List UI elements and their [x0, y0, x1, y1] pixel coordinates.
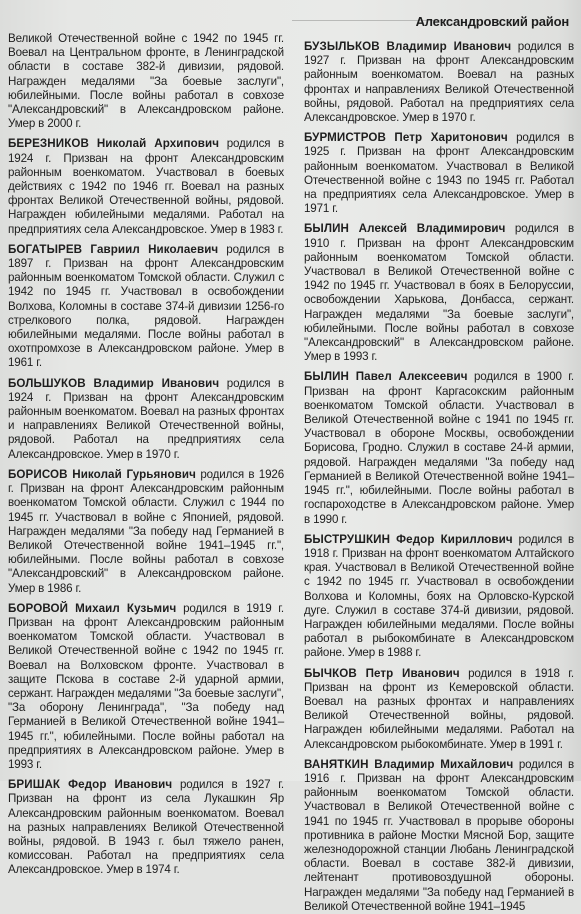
entry-burmistrov [304, 131, 574, 216]
entry-bolshukov [8, 377, 284, 462]
entry-text: родился в 1919 г. Призван на фронт Александровским районным военкоматом Томской области. Участвовал в Великой Отечественной войне с 1942 по 1945 гг. Воевал на Волховском фронте. Участвовал в защите Пскова в составе 2-й ударной армии, сержант. Награжден медалями "За боевые заслуги", "За оборону Ленинграда", "За победу над Германией в Великой Отечественной войне 1941–1945 гг.", юбилейными. После войны работал на предприятиях в Александровском районе. Умер в 1993 г. [8, 601, 284, 771]
running-head: Александровский район [415, 14, 569, 29]
entry-name: БЫЛИН Павел Алексеевич [304, 370, 468, 384]
entry-text: родился в 1900 г. Призван на фронт Каргасокским районным военкоматом Томской области. Участвовал в Великой Отечественной войне с 1941 по 1945 гг. Участвовал в обороне Москвы, освобождении Борисова, Гродно. Служил в составе 24-й армии, рядовой. Награжден медалями "За победу над Германией в Великой Отечественной войне 1941–1945 гг.", юбилейными. После войны работал в госпароходстве в Александровском районе. Умер в 1990 г. [304, 370, 574, 526]
entry-bereznikov [8, 137, 284, 236]
entry-name: БОГАТЫРЕВ Гавриил Николаевич [8, 242, 219, 256]
entry-name: БУЗЫЛЬКОВ Владимир Иванович [304, 40, 512, 53]
entry-text: родился в 1897 г. Призван на фронт Александровским районным военкоматом Томской области. Служил с 1942 по 1945 гг. Участвовал в освобождении Волхова, Коломны в составе 374-й дивизии 1256-го стрелкового полка, рядовой. Награжден юбилейными медалями. После войны работал в охотпромхозе в Александровском районе. Умер в 1961 г. [8, 242, 284, 370]
entry-bylin-pavel [304, 370, 574, 526]
entry-text: родился в 1926 г. Призван на фронт Александровским районным военкоматом Томской области. Служил с 1944 по 1945 гг. Участвовал в войне с Японией, рядовой. Награжден медалями "За победу над Германией в Великой Отечественной войне 1941–1945 гг.", юбилейными. После войны работал в совхозе "Александровский" в Александровском районе. Умер в 1986 г. [8, 467, 285, 595]
entry-name: БОЛЬШУКОВ Владимир Иванович [8, 376, 220, 390]
entry-text: родился в 1924 г. Призван на фронт Александровским районным военкоматом. Воевал на разных фронтах и направлениях Великой Отечественной войны, рядовой. Работал на предприятиях села Александровское. Умер в 1970 г. [8, 376, 284, 461]
entry-bystrushkin [304, 533, 574, 661]
entry-borisov [8, 468, 284, 596]
entry-text: родился в 1924 г. Призван на фронт Александровским районным военкоматом. Участвовал в боевых действиях с 1942 по 1946 гг. Воевал на разных фронтах Великой Отечественной войны, рядовой. Награжден юбилейными медалями. Работал на предприятиях села Александровское. Умер в 1983 г. [8, 137, 284, 236]
entry-vanyatkin [304, 758, 574, 914]
entry-brishak [8, 778, 284, 877]
entry-name: БЫСТРУШКИН Федор Кириллович [304, 532, 513, 546]
entry-text: родился в 1916 г. Призван на фронт Александровским районным военкоматом Томской области. Участвовал в Великой Отечественной войне с 1941 по 1945 гг. Участвовал в прорыве обороны противника в районе Мостки Мясной Бор, защите железнодорожной станции Любань Ленинградской области. Воевал в составе 382-й дивизии, лейтенант противовоздушной обороны. Награжден медалями "За победу над Германией в Великой Отечественной войне 1941–1945 [304, 757, 574, 913]
entry-text: родился в 1918 г. Призван на фронт из Кемеровской области. Воевал на разных фронтах и направлениях Великой Отечественной войны, рядовой. Награжден юбилейными медалями. Работал на Александровском рыбокомбинате. Умер в 1991 г. [304, 666, 574, 751]
entry-text: родился в 1927 г. Призван на фронт Александровским районным военкоматом. Воевал на разных фронтах и направлениях Великой Отечественной войны, рядовой. Работал на предприятиях села Александровское. Умер в 1970 г. [304, 40, 574, 125]
left-column [8, 32, 285, 877]
entry-name: БРИШАК Федор Иванович [8, 778, 173, 792]
entry-buzylkov [304, 40, 574, 125]
entry-bychkov [304, 667, 574, 752]
entry-name: БЕРЕЗНИКОВ Николай Архипович [8, 137, 220, 151]
entry-name: ВАНЯТКИН Владимир Михайлович [304, 757, 514, 771]
entry-text: родился в 1910 г. Призван на фронт Александровским районным военкоматом Томской области. Участвовал в Великой Отечественной войне с 1942 по 1945 гг. Участвовал в боях в Белоруссии, освобождении Харькова, Донбасса, сержант. Награжден медалями "За боевые заслуги", юбилейными. После войны работал в совхозе "Александровский" в Александровском районе. Умер в 1993 г. [304, 222, 574, 364]
entry-text: родился в 1918 г. Призван на фронт военкоматом Алтайского края. Участвовал в Великой Отечественной войне с 1942 по 1945 гг. Участвовал в освобождении Волхова и Коломны, боях на Орловско-Курской дуге. Служил в составе 374-й дивизии, рядовой. Награжден юбилейными медалями. После войны работал в рыбокомбинате в Александровском районе. Умер в 1988 г. [304, 532, 574, 660]
entry-continued [8, 32, 284, 131]
entry-text: родился в 1925 г. Призван на фронт Александровским районным военкоматом. Участвовал в Великой Отечественной войне с 1943 по 1945 гг. Работал на предприятиях села Александровское. Умер в 1971 г. [304, 131, 574, 216]
entry-text: родился в 1927 г. Призван на фронт из села Лукашкин Яр Александровским районным военкоматом. Воевал на разных направлениях Великой Отечественной войны, рядовой. В 1943 г. был тяжело ранен, комиссован. Работал на предприятиях села Александровское. Умер в 1974 г. [8, 778, 284, 877]
entry-bylin-aleksey [304, 222, 574, 364]
entry-name: БУРМИСТРОВ Петр Харитонович [304, 131, 508, 145]
entry-borovoy [8, 602, 284, 772]
entry-text: Великой Отечественной войне с 1942 по 1945 гг. Воевал на Центральном фронте, в Ленинградской области в составе 382-й дивизии, рядовой. Награжден медалями "За боевые заслуги", юбилейными. После войны работал в совхозе "Александровский" в Александровском районе. Умер в 2000 г. [8, 32, 284, 131]
entry-name: БОРИСОВ Николай Гурьянович [8, 467, 196, 481]
right-column [304, 40, 574, 913]
entry-name: БЫЧКОВ Петр Иванович [304, 666, 460, 680]
entry-name: БОРОВОЙ Михаил Кузьмич [8, 601, 177, 615]
entry-name: БЫЛИН Алексей Владимирович [304, 222, 506, 236]
entry-bogatyrev [8, 243, 284, 371]
